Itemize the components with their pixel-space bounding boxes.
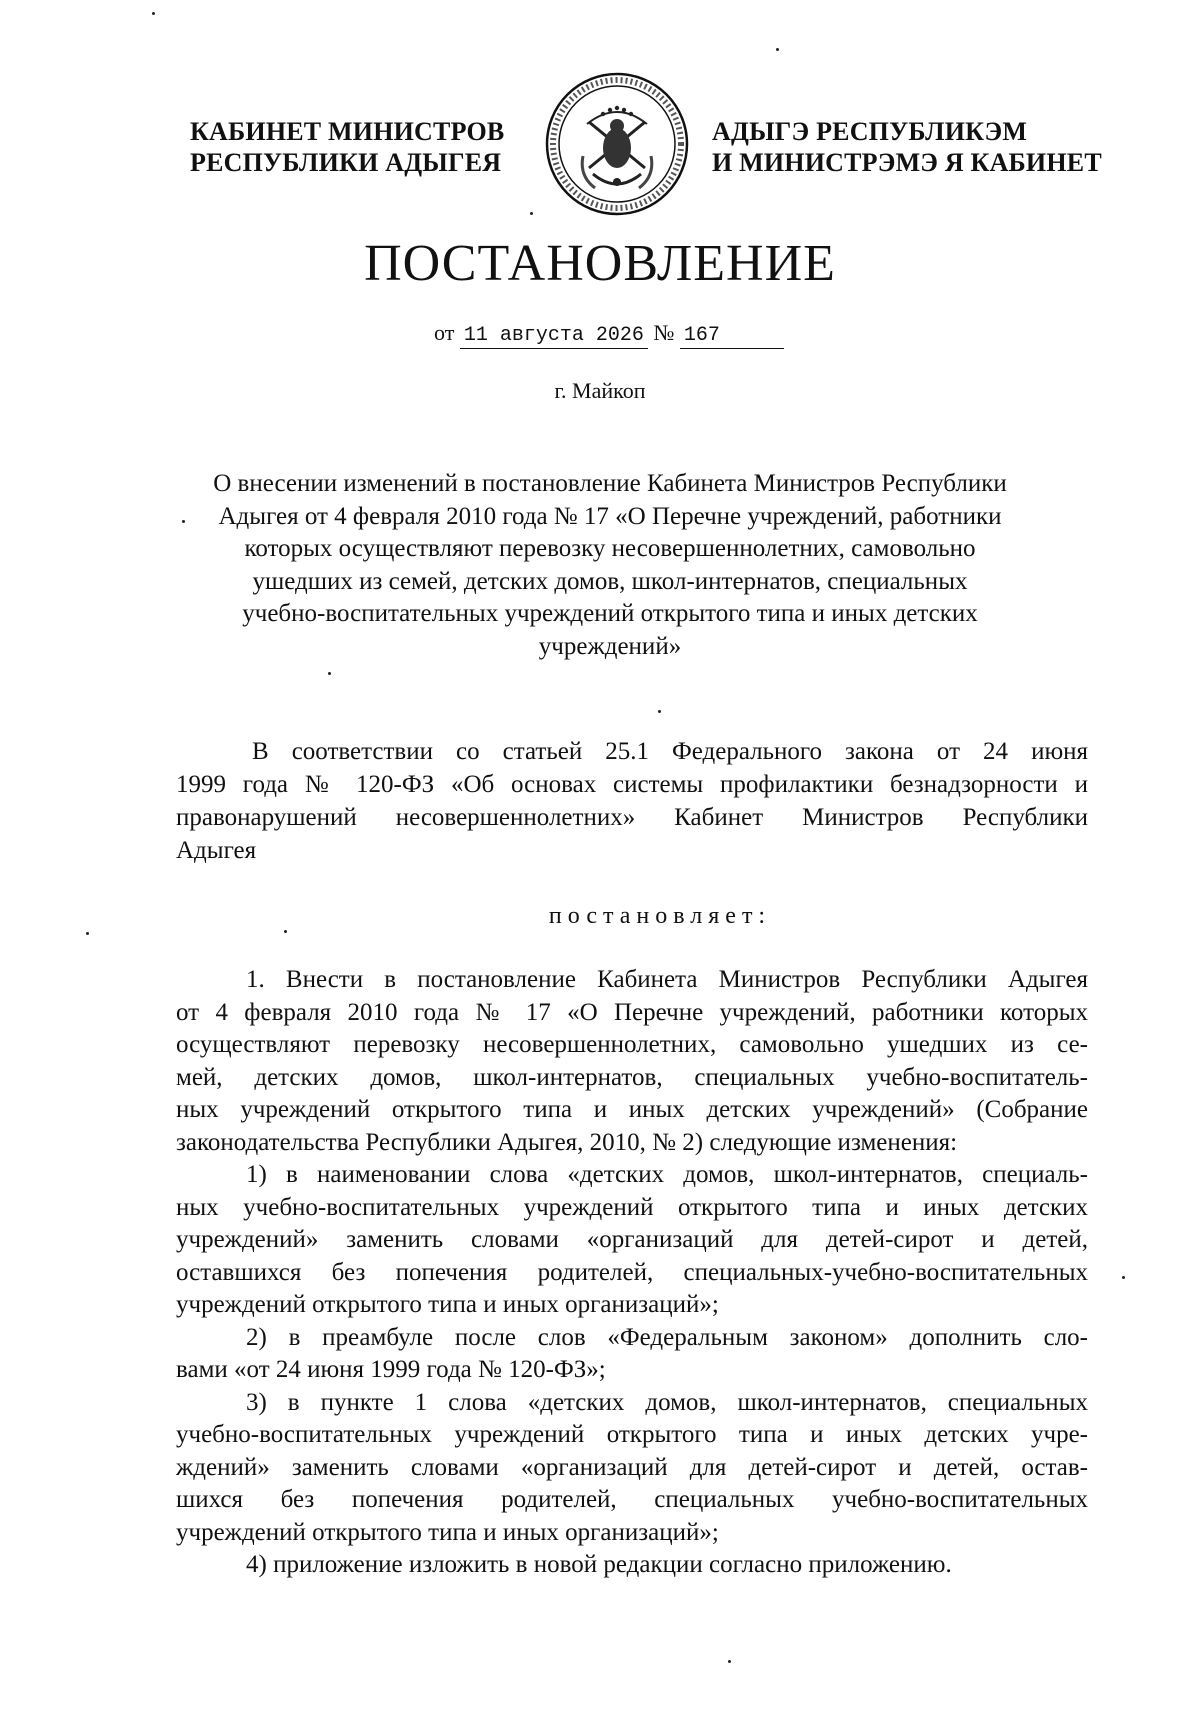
scan-speck — [1122, 1276, 1125, 1279]
body-line: 4) приложение изложить в новой редакции согласно приложению. — [246, 1551, 952, 1578]
preamble-line: В соответствии со статьей 25.1 Федерального закона от 24 июня — [252, 738, 1088, 765]
document-type-title: ПОСТАНОВЛЕНИЕ — [364, 235, 836, 292]
right-organization-name — [712, 116, 1102, 178]
body-line: учреждений открытого типа и иных организаций»; — [176, 1518, 719, 1546]
subject-line: Адыгея от 4 февраля 2010 года № 17 «О Перечне учреждений, работники — [218, 502, 1002, 530]
body-line: 3) в пункте 1 слова «детских домов, школ-интернатов, специальных — [246, 1388, 1088, 1416]
body-line: ждений» заменить словами «организаций для детей-сирот и детей, остав- — [176, 1453, 1088, 1481]
scan-speck — [152, 12, 155, 15]
scan-speck — [530, 212, 533, 215]
body-line: шихся без попечения родителей, специальных учебно-воспитательных — [176, 1486, 1088, 1513]
left-org-line: КАБИНЕТ МИНИСТРОВ — [190, 117, 505, 146]
body-line: оставшихся без попечения родителей, специальных-учебно-воспитательных — [176, 1258, 1088, 1286]
scan-speck — [776, 48, 779, 51]
date-value: 11 августа 2026 — [460, 324, 648, 349]
body-line: 2) в преамбуле после слов «Федеральным законом» дополнить сло- — [246, 1323, 1088, 1351]
scan-speck — [728, 1660, 731, 1663]
body-line: законодательства Республики Адыгея, 2010, № 2) следующие изменения: — [176, 1128, 958, 1156]
scan-speck — [658, 710, 661, 713]
body-line: вами «от 24 июня 1999 года № 120-ФЗ»; — [176, 1356, 606, 1383]
coat-of-arms-icon — [543, 70, 691, 218]
body-line: ных учреждений открытого типа и иных детских учреждений» (Собрание — [176, 1096, 1088, 1123]
resolution-body — [176, 964, 1088, 1582]
scan-speck — [284, 930, 287, 933]
body-line: от 4 февраля 2010 года № 17 «О Перечне учреждений, работники которых — [176, 998, 1088, 1026]
left-organization-name — [190, 116, 504, 178]
date-number-line — [434, 320, 784, 349]
preamble-line: 1999 года № 120-ФЗ «Об основах системы профилактики безнадзорности и — [176, 771, 1088, 798]
body-line: 1) в наименовании слова «детских домов, школ-интернатов, специаль- — [246, 1161, 1088, 1188]
subject-line: ушедших из семей, детских домов, школ-интернатов, специальных — [252, 567, 968, 595]
resolves-heading: постановляет: — [548, 903, 772, 929]
subject-line: О внесении изменений в постановление Кабинета Министров Республики — [213, 470, 1007, 497]
subject-line: учебно-воспитательных учреждений открытого типа и иных детских — [242, 600, 978, 628]
date-prefix: от — [434, 320, 455, 345]
scan-speck — [182, 520, 185, 523]
right-org-line: И МИНИСТРЭМЭ Я КАБИНЕТ — [712, 148, 1102, 177]
body-line: учреждений открытого типа и иных организаций»; — [176, 1291, 719, 1318]
left-org-line: РЕСПУБЛИКИ АДЫГЕЯ — [190, 148, 502, 177]
body-line: учреждений» заменить словами «организаций для детей-сирот и детей, — [176, 1226, 1088, 1253]
preamble-line: правонарушений несовершеннолетних» Кабинет Министров Республики — [176, 804, 1088, 831]
number-prefix: № — [653, 320, 675, 345]
subject-line: учреждений» — [538, 632, 682, 660]
scan-speck — [86, 932, 89, 935]
document-subject — [140, 468, 1080, 664]
scan-speck — [328, 672, 331, 675]
right-org-line: АДЫГЭ РЕСПУБЛИКЭМ — [712, 117, 1028, 146]
body-line: ных учебно-воспитательных учреждений открытого типа и иных детских — [176, 1193, 1088, 1221]
city-label: г. Майкоп — [554, 378, 646, 403]
body-line: учебно-воспитательных учреждений открытого типа и иных детских учре- — [176, 1421, 1088, 1448]
number-value: 167 — [680, 324, 784, 349]
body-line: 1. Внести в постановление Кабинета Министров Республики Адыгея — [246, 966, 1088, 993]
preamble-paragraph — [176, 735, 1088, 867]
body-line: мей, детских домов, школ-интернатов, специальных учебно-воспитатель- — [176, 1063, 1088, 1091]
body-line: осуществляют перевозку несовершеннолетних, самовольно ушедших из се- — [176, 1031, 1088, 1058]
preamble-line: Адыгея — [176, 837, 257, 864]
subject-line: которых осуществляют перевозку несовершеннолетних, самовольно — [244, 535, 976, 563]
